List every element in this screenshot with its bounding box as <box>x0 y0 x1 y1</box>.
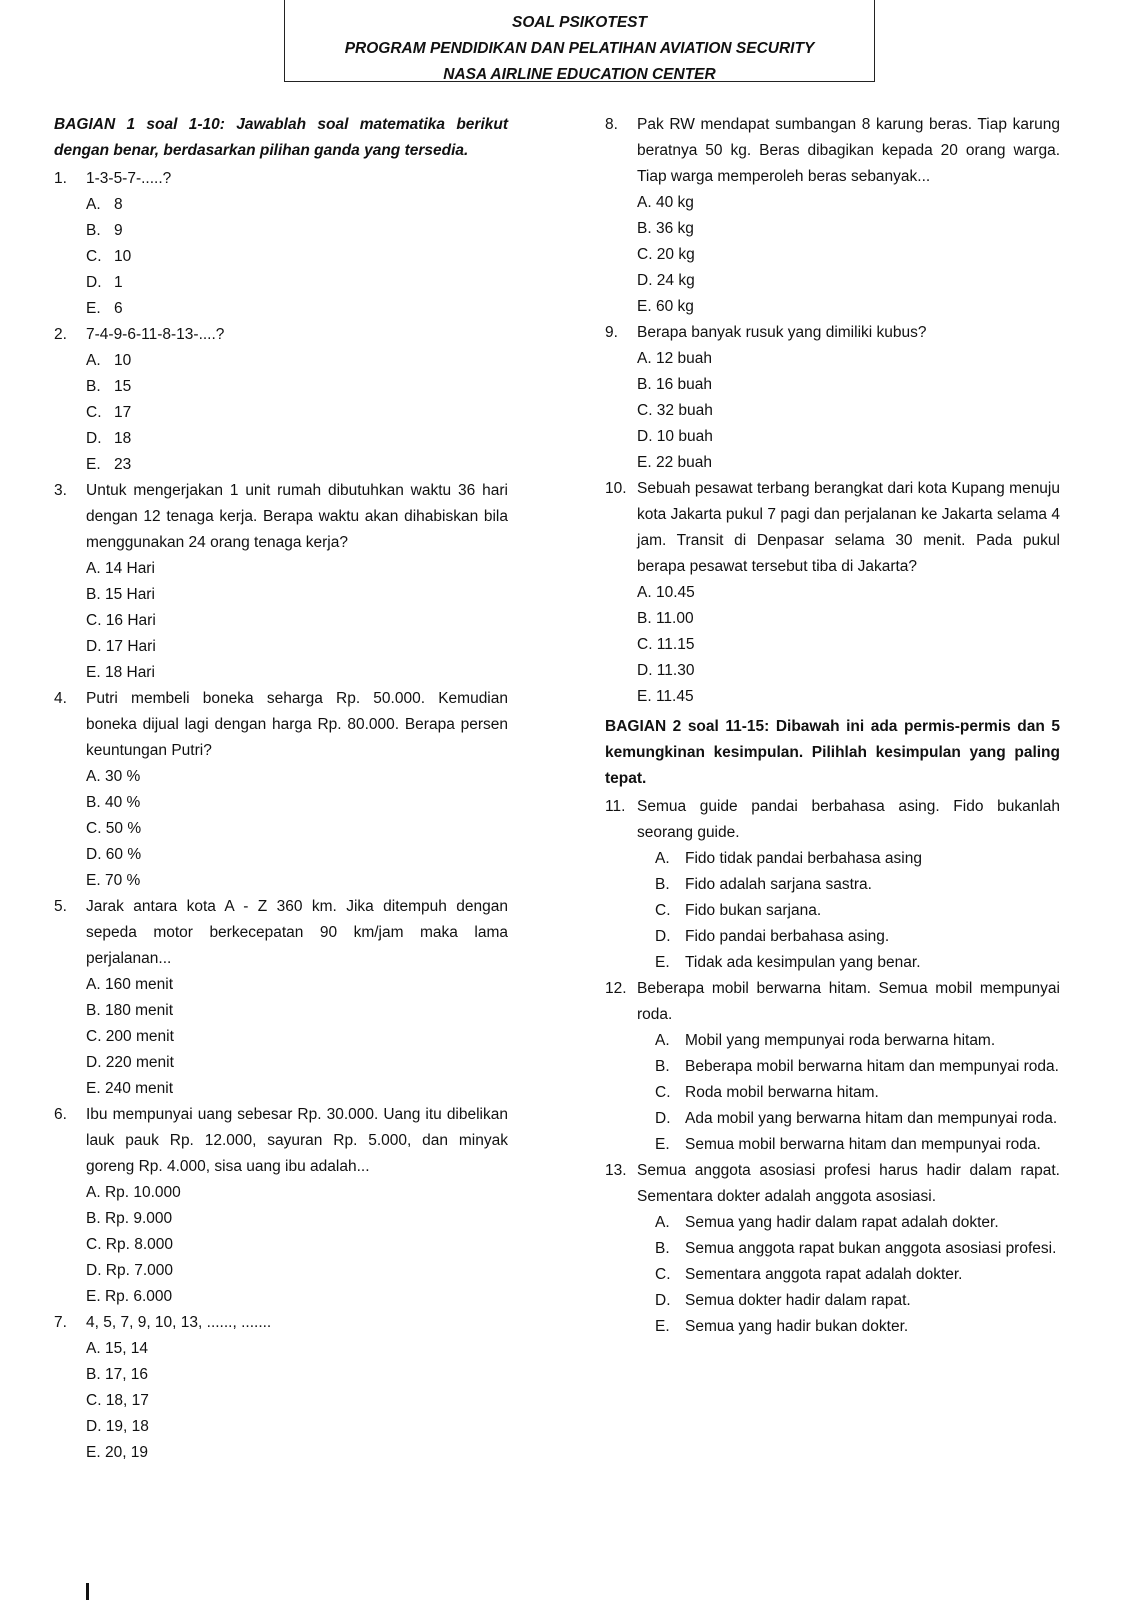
option: B. Rp. 9.000 <box>86 1210 173 1227</box>
option: A. 12 buah <box>637 350 712 367</box>
question-number: 12. <box>605 980 627 997</box>
option: D. 19, 18 <box>86 1418 149 1435</box>
question-number: 8. <box>605 116 618 133</box>
option-text: Fido bukan sarjana. <box>685 902 822 919</box>
option <box>605 1314 1060 1340</box>
option-letter: A. <box>86 196 101 213</box>
option-text: Roda mobil berwarna hitam. <box>685 1084 879 1101</box>
option: C. 16 Hari <box>86 612 156 629</box>
question-number: 11. <box>605 798 626 815</box>
option-text: Mobil yang mempunyai roda berwarna hitam. <box>685 1032 996 1049</box>
option <box>605 846 1060 872</box>
option-letter: D. <box>655 1292 671 1309</box>
question-text: Semua anggota asosiasi profesi harus hadir dalam rapat. Sementara dokter adalah anggota asosiasi. <box>637 1162 1060 1205</box>
option-text: Semua yang hadir bukan dokter. <box>685 1318 909 1335</box>
option-letter: B. <box>86 222 101 239</box>
option <box>605 924 1060 950</box>
question-13 <box>605 1158 1060 1210</box>
title-box <box>284 0 875 82</box>
question-4 <box>54 686 508 764</box>
question-5 <box>54 894 508 972</box>
option-text: 1 <box>114 274 123 291</box>
question-3 <box>54 478 508 556</box>
left-column <box>54 112 508 1466</box>
option: C. 200 menit <box>86 1028 174 1045</box>
question-2 <box>54 322 508 348</box>
option: D. Rp. 7.000 <box>86 1262 174 1279</box>
question-1 <box>54 166 508 192</box>
option-letter: A. <box>655 1032 670 1049</box>
option-letter: E. <box>655 954 670 971</box>
question-number: 3. <box>54 482 67 499</box>
question-text: 1-3-5-7-.....? <box>86 170 172 187</box>
option-text: 9 <box>114 222 123 239</box>
option-text: 17 <box>114 404 132 421</box>
option-text: 10 <box>114 352 132 369</box>
option-letter: B. <box>655 1058 670 1075</box>
option-letter: E. <box>86 300 101 317</box>
question-number: 6. <box>54 1106 67 1123</box>
option-text: 15 <box>114 378 132 395</box>
option: D. 11.30 <box>637 662 695 679</box>
option: C. 50 % <box>86 820 142 837</box>
question-text: Beberapa mobil berwarna hitam. Semua mobil mempunyai roda. <box>637 980 1060 1023</box>
question-number: 4. <box>54 690 67 707</box>
option-letter: B. <box>86 378 101 395</box>
option <box>605 872 1060 898</box>
option: E. Rp. 6.000 <box>86 1288 173 1305</box>
question-number: 10. <box>605 480 627 497</box>
option <box>605 1210 1060 1236</box>
option-letter: C. <box>86 404 102 421</box>
option-text: Semua anggota rapat bukan anggota asosiasi profesi. <box>685 1240 1057 1257</box>
option-text: Ada mobil yang berwarna hitam dan mempunyai roda. <box>685 1110 1058 1127</box>
option-letter: E. <box>86 456 101 473</box>
title-line-2: PROGRAM PENDIDIKAN DAN PELATIHAN AVIATION SECURITY <box>344 40 815 57</box>
question-9 <box>605 320 1060 346</box>
option: E. 22 buah <box>637 454 712 471</box>
option: D. 24 kg <box>637 272 695 289</box>
option-letter: E. <box>655 1136 670 1153</box>
option-text: 8 <box>114 196 123 213</box>
option: D. 60 % <box>86 846 142 863</box>
option: A. 14 Hari <box>86 560 155 577</box>
text-cursor <box>86 1583 89 1600</box>
title-line-3: NASA AIRLINE EDUCATION CENTER <box>443 66 716 83</box>
question-10 <box>605 476 1060 580</box>
option: C. 32 buah <box>637 402 713 419</box>
option: B. 40 % <box>86 794 141 811</box>
option-text: Fido adalah sarjana sastra. <box>685 876 872 893</box>
option-text: 23 <box>114 456 132 473</box>
option <box>605 1080 1060 1106</box>
option <box>605 1054 1060 1080</box>
option <box>605 898 1060 924</box>
option-letter: D. <box>86 430 102 447</box>
question-text: Semua guide pandai berbahasa asing. Fido bukanlah seorang guide. <box>637 798 1060 841</box>
option-text: Semua mobil berwarna hitam dan mempunyai roda. <box>685 1136 1041 1153</box>
option: A. 160 menit <box>86 976 174 993</box>
question-number: 7. <box>54 1314 67 1331</box>
option <box>54 244 508 270</box>
question-text: Putri membeli boneka seharga Rp. 50.000. Kemudian boneka dijual lagi dengan harga Rp. 80.000. Berapa persen keuntungan Putri? <box>86 690 508 759</box>
option <box>605 1262 1060 1288</box>
section-2-instruction: BAGIAN 2 soal 11-15: Dibawah ini ada permis-permis dan 5 kemungkinan kesimpulan. Pilihlah kesimpulan yang paling tepat. <box>605 718 1060 787</box>
option: B. 16 buah <box>637 376 712 393</box>
option: C. Rp. 8.000 <box>86 1236 174 1253</box>
option-letter: C. <box>655 1084 671 1101</box>
option: E. 20, 19 <box>86 1444 149 1461</box>
question-text: 7-4-9-6-11-8-13-....? <box>86 326 225 343</box>
option <box>54 400 508 426</box>
option-text: Beberapa mobil berwarna hitam dan mempunyai roda. <box>685 1058 1059 1075</box>
option: D. 220 menit <box>86 1054 174 1071</box>
option-text: Fido pandai berbahasa asing. <box>685 928 890 945</box>
question-text: Berapa banyak rusuk yang dimiliki kubus? <box>637 324 927 341</box>
section-1-instruction: BAGIAN 1 soal 1-10: Jawablah soal matematika berikut dengan benar, berdasarkan pilihan ganda yang tersedia. <box>54 116 508 159</box>
option-letter: B. <box>655 876 670 893</box>
question-12 <box>605 976 1060 1028</box>
option-letter: B. <box>655 1240 670 1257</box>
question-text: Ibu mempunyai uang sebesar Rp. 30.000. Uang itu dibelikan lauk pauk Rp. 12.000, sayuran Rp. 5.000, dan minyak goreng Rp. 4.000, sisa uang ibu adalah... <box>86 1106 508 1175</box>
option: A. 15, 14 <box>86 1340 149 1357</box>
option-text: Semua yang hadir dalam rapat adalah dokter. <box>685 1214 999 1231</box>
option: E. 18 Hari <box>86 664 155 681</box>
option <box>54 218 508 244</box>
question-number: 2. <box>54 326 67 343</box>
option: E. 70 % <box>86 872 141 889</box>
option <box>605 950 1060 976</box>
question-6 <box>54 1102 508 1180</box>
question-number: 1. <box>54 170 67 187</box>
question-7 <box>54 1310 508 1336</box>
option: B. 17, 16 <box>86 1366 149 1383</box>
option-letter: C. <box>86 248 102 265</box>
right-column <box>605 112 1060 1340</box>
option <box>605 1028 1060 1054</box>
option <box>54 348 508 374</box>
option <box>54 452 508 478</box>
option-letter: E. <box>655 1318 670 1335</box>
option: B. 36 kg <box>637 220 694 237</box>
option-text: 6 <box>114 300 123 317</box>
question-text: 4, 5, 7, 9, 10, 13, ......, ....... <box>86 1314 272 1331</box>
option-letter: A. <box>86 352 101 369</box>
question-number: 9. <box>605 324 618 341</box>
option-letter: A. <box>655 850 670 867</box>
option: C. 20 kg <box>637 246 695 263</box>
option-text: Semua dokter hadir dalam rapat. <box>685 1292 911 1309</box>
option: C. 18, 17 <box>86 1392 149 1409</box>
option: B. 11.00 <box>637 610 694 627</box>
option <box>54 270 508 296</box>
option: D. 10 buah <box>637 428 713 445</box>
option <box>54 374 508 400</box>
option <box>605 1132 1060 1158</box>
option-text: Sementara anggota rapat adalah dokter. <box>685 1266 963 1283</box>
option: B. 180 menit <box>86 1002 174 1019</box>
option: A. 10.45 <box>637 584 695 601</box>
option-text: Fido tidak pandai berbahasa asing <box>685 850 922 867</box>
option <box>54 192 508 218</box>
option-letter: D. <box>86 274 102 291</box>
option <box>605 1288 1060 1314</box>
option: A. Rp. 10.000 <box>86 1184 181 1201</box>
option <box>605 1236 1060 1262</box>
option-text: 18 <box>114 430 132 447</box>
question-8 <box>605 112 1060 190</box>
option: A. 40 kg <box>637 194 694 211</box>
option-text: 10 <box>114 248 132 265</box>
option-letter: D. <box>655 928 671 945</box>
option <box>605 1106 1060 1132</box>
option-letter: C. <box>655 902 671 919</box>
option <box>54 426 508 452</box>
question-text: Pak RW mendapat sumbangan 8 karung beras. Tiap karung beratnya 50 kg. Beras dibagikan kepada 20 orang warga. Tiap warga memperoleh beras sebanyak... <box>637 116 1060 185</box>
option: D. 17 Hari <box>86 638 156 655</box>
question-text: Sebuah pesawat terbang berangkat dari kota Kupang menuju kota Jakarta pukul 7 pagi dan perjalanan ke Jakarta selama 4 jam. Transit di Denpasar selama 30 menit. Pada pukul berapa pesawat tersebut tiba di Jakarta? <box>637 480 1060 575</box>
question-text: Jarak antara kota A - Z 360 km. Jika ditempuh dengan sepeda motor berkecepatan 90 km/jam maka lama perjalanan... <box>86 898 508 967</box>
option: A. 30 % <box>86 768 141 785</box>
question-number: 5. <box>54 898 67 915</box>
option: C. 11.15 <box>637 636 695 653</box>
option: B. 15 Hari <box>86 586 155 603</box>
option-letter: D. <box>655 1110 671 1127</box>
option: E. 11.45 <box>637 688 694 705</box>
question-text: Untuk mengerjakan 1 unit rumah dibutuhkan waktu 36 hari dengan 12 tenaga kerja. Berapa waktu akan dihabiskan bila menggunakan 24 orang tenaga kerja? <box>86 482 508 551</box>
option-letter: A. <box>655 1214 670 1231</box>
option-letter: C. <box>655 1266 671 1283</box>
question-11 <box>605 794 1060 846</box>
option-text: Tidak ada kesimpulan yang benar. <box>685 954 921 971</box>
title-line-1: SOAL PSIKOTEST <box>512 14 647 31</box>
option <box>54 296 508 322</box>
option: E. 60 kg <box>637 298 694 315</box>
option: E. 240 menit <box>86 1080 174 1097</box>
question-number: 13. <box>605 1162 627 1179</box>
